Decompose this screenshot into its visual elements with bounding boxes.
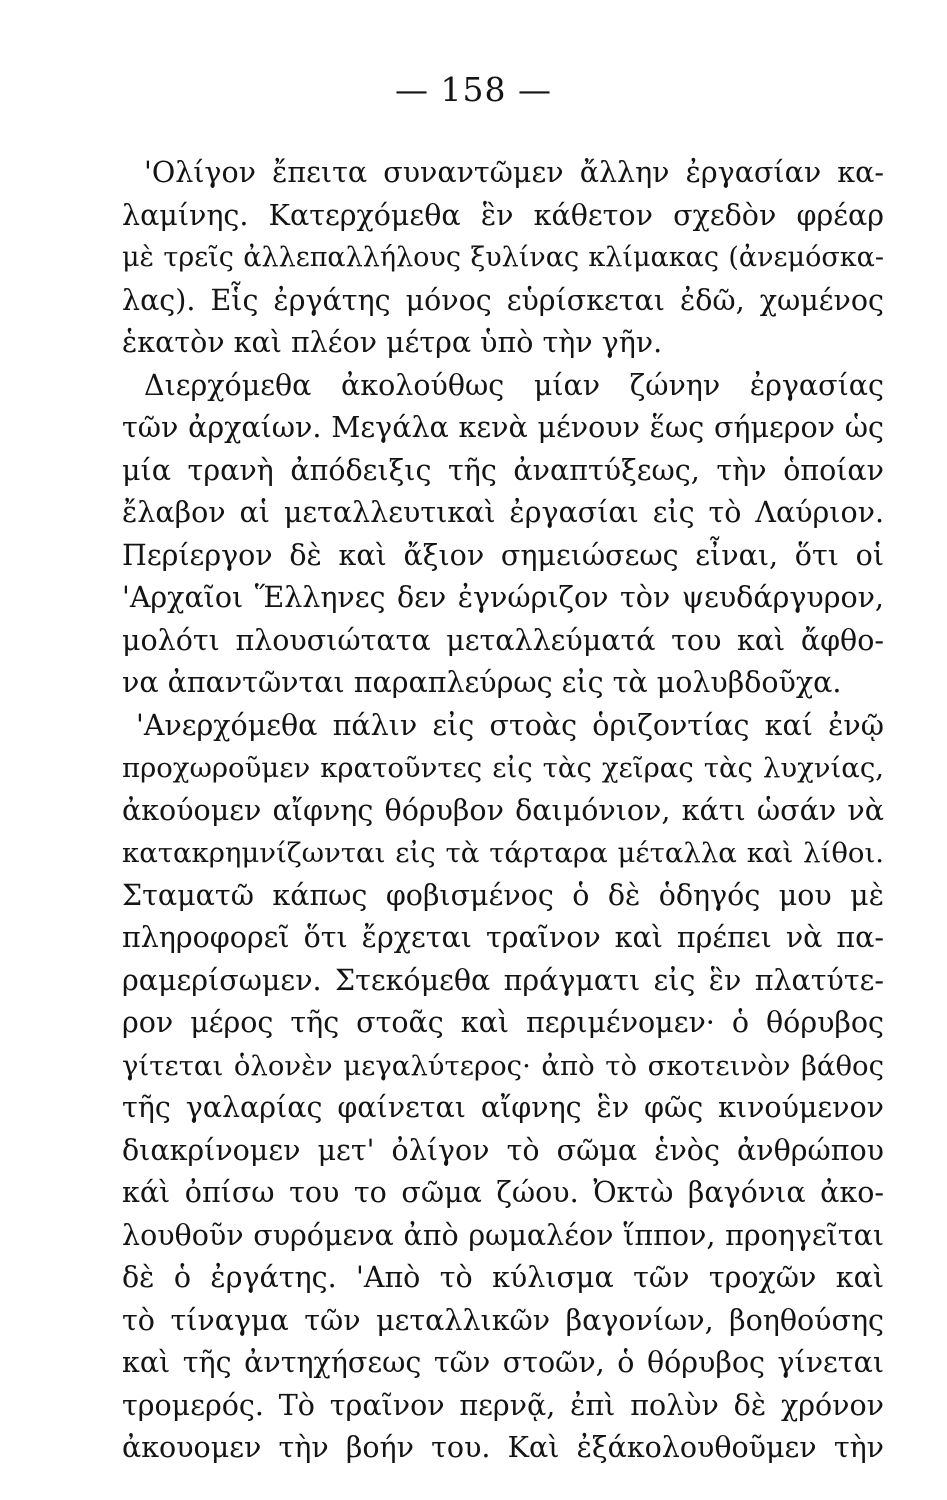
text-line: 'Αρχαῖοι Ἕλληνες δεν ἐγνώριζον τὸν ψευδάργυρον, [122,581,884,614]
text-line: ἑκατὸν καὶ πλέον μέτρα ὑπὸ τὴν γῆν. [122,326,663,359]
text-line: κατακρημνίζωνται εἰς τὰ τάρταρα μέταλλα καὶ λίθοι. [122,837,884,869]
text-line: κάὶ ὀπίσω του το σῶμα ζώου. Ὀκτὼ βαγόνια ἀκο- [122,1176,884,1209]
text-line: Σταματῶ κάπως φοβισμένος ὁ δὲ ὁδηγός μου μὲ [122,878,884,912]
text-line: ραμερίσωμεν. Στεκόμεθα πράγματι εἰς ἓν πλατύτε- [122,963,884,997]
text-line: ἔλαβον αἱ μεταλλευτικαὶ ἐργασίαι εἰς τὸ Λαύριον. [122,496,884,529]
text-line: τρομερός. Τὸ τραῖνον περνᾷ, ἐπὶ πολὺν δὲ χρόνον [122,1388,884,1422]
text-line: Διερχόμεθα ἀκολούθως μίαν ζώνην ἐργασίας [144,368,884,402]
text-line: ἀκούομεν αἴφνης θόρυβον δαιμόνιον, κάτι ὡσάν νὰ [122,793,884,827]
body-text [122,152,884,1470]
text-line: ρον μέρος τῆς στοᾶς καὶ περιμένομεν· ὁ θόρυβος [122,1006,884,1039]
text-line: προχωροῦμεν κρατοῦντες εἰς τὰς χεῖρας τὰς λυχνίας, [122,752,884,784]
text-line: λαμίνης. Κατερχόμεθα ἓν κάθετον σχεδὸν φρέαρ [122,198,884,232]
text-line: τῆς γαλαρίας φαίνεται αἴφνης ἓν φῶς κινούμενον [122,1091,884,1124]
text-line: ἀκουομεν τὴν βοήν του. Καὶ ἐξάκολουθοῦμεν τὴν [122,1431,884,1464]
text-line: μολότι πλουσιώτατα μεταλλεύματά του καὶ ἄφθο- [122,623,884,657]
text-line: λουθοῦν συρόμενα ἀπὸ ρωμαλέον ἵππον, προηγεῖται [122,1218,884,1252]
text-line: πληροφορεῖ ὅτι ἔρχεται τραῖνον καὶ πρέπει νὰ πα- [122,921,884,954]
page-number: — 158 — [395,70,552,109]
text-line: μία τρανὴ ἀπόδειξις τῆς ἀναπτύξεως, τὴν ὁποίαν [122,453,884,487]
text-line: 'Ανερχόμεθα πάλιν εἰς στοὰς ὁριζοντίας καί ἐνῷ [136,708,884,742]
text-line: καὶ τῆς ἀντηχήσεως τῶν στοῶν, ὁ θόρυβος γίνεται [122,1346,884,1379]
text-line: γίτεται ὁλονὲν μεγαλύτερος· ἀπὸ τὸ σκοτεινὸν βάθος [122,1049,884,1082]
text-line: 'Ολίγον ἔπειτα συναντῶμεν ἄλλην ἐργασίαν κα- [144,156,884,189]
text-line: μὲ τρεῖς ἀλλεπαλλήλους ξυλίνας κλίμακας (ἀνεμόσκα- [122,242,884,273]
text-line: τὸ τίναγμα τῶν μεταλλικῶν βαγονίων, βοηθούσης [122,1303,884,1337]
text-line: να ἀπαντῶνται παραπλεύρως εἰς τὰ μολυβδοῦχα. [122,666,842,699]
text-line: δὲ ὁ ἐργάτης. 'Απὸ τὸ κύλισμα τῶν τροχῶν καὶ [122,1261,884,1294]
text-line: διακρίνομεν μετ' ὀλίγον τὸ σῶμα ἑνὸς ἀνθρώπου [122,1133,884,1167]
text-line: λας). Εἷς ἐργάτης μόνος εὑρίσκεται ἐδῶ, χωμένος [122,283,884,317]
text-line: τῶν ἀρχαίων. Μεγάλα κενὰ μένουν ἕως σήμερον ὡς [122,411,884,444]
text-line: Περίεργον δὲ καὶ ἄξιον σημειώσεως εἶναι, ὅτι οἱ [122,538,884,572]
